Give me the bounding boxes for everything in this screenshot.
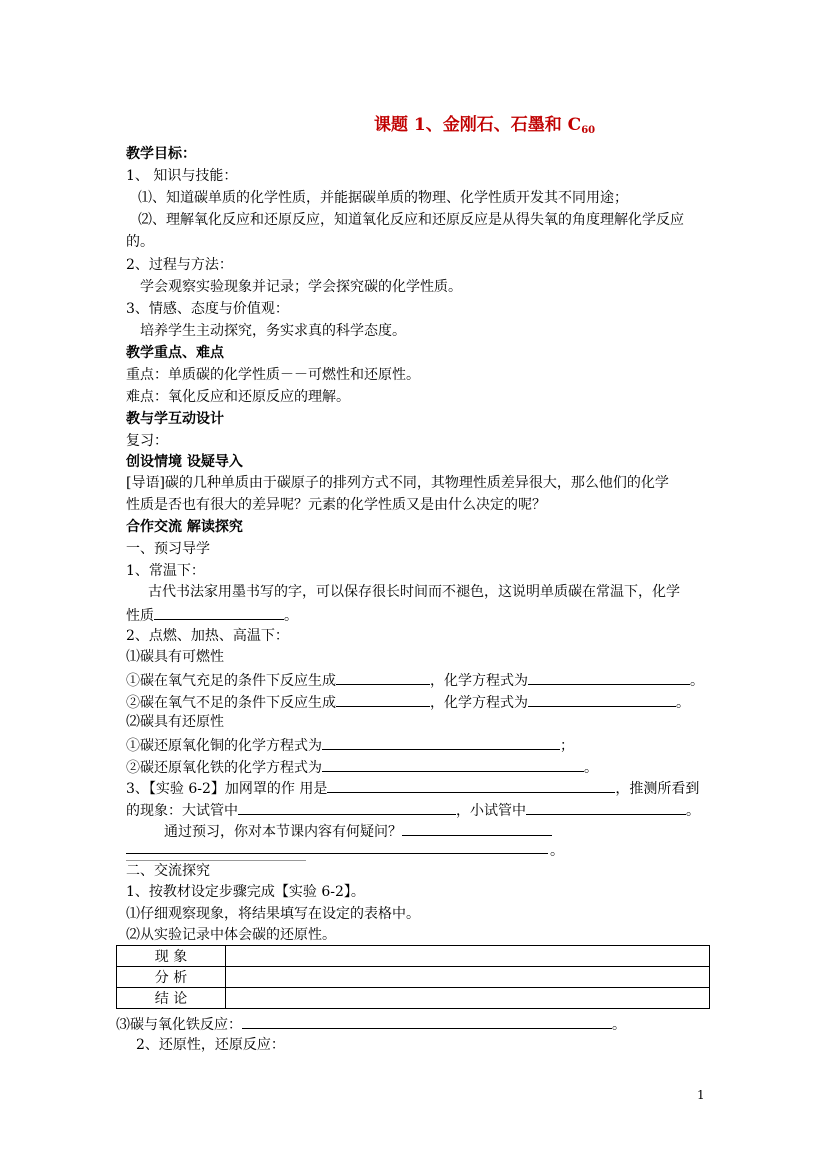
text-line: 难点：氧化反应和还原反应的理解。 — [126, 389, 350, 405]
text-line: 1、按教材设定步骤完成【实验 6-2】。 — [126, 884, 365, 900]
answer-blank[interactable] — [238, 800, 456, 815]
text-line: 性质是否也有很大的差异呢？元素的化学性质又是由什么决定的呢？ — [126, 497, 546, 513]
answer-blank[interactable] — [327, 778, 615, 793]
heading-design: 教与学互动设计 — [126, 411, 224, 427]
heading-coop: 合作交流 解读探究 — [126, 519, 243, 535]
table-row — [117, 988, 710, 1009]
text-line: ⑵碳具有还原性 — [126, 714, 224, 730]
answer-blank[interactable] — [402, 821, 552, 836]
heading-goals: 教学目标： — [126, 146, 196, 162]
fill-line: 通过预习，你对本节课内容有何疑问？ — [164, 821, 552, 841]
table-answer-cell[interactable] — [226, 967, 710, 988]
section-heading: 二、交流探究 — [126, 863, 210, 879]
text-line: 1、 知识与技能： — [126, 168, 238, 184]
heading-key-points: 教学重点、难点 — [126, 345, 224, 361]
text-line: [导语]碳的几种单质由于碳原子的排列方式不同，其物理性质差异很大，那么他们的化学 — [126, 475, 669, 491]
fill-line: ⑶碳与氧化铁反应： 。 — [116, 1014, 626, 1034]
text-line: 复习： — [126, 433, 168, 449]
text-line: ⑵从实验记录中体会碳的还原性。 — [126, 927, 336, 943]
fill-line: ②碳在氧气不足的条件下反应生成 ，化学方程式为 。 — [126, 692, 690, 712]
answer-blank[interactable] — [322, 757, 584, 772]
answer-blank[interactable] — [242, 1014, 612, 1029]
text-line: 2、还原性，还原反应： — [136, 1037, 285, 1053]
text-line: 3、情感、态度与价值观： — [126, 301, 289, 317]
table-header-cell: 结 论 — [117, 988, 226, 1009]
text-line: ⑵、理解氧化反应和还原反应，知道氧化反应和还原反应是从得失氧的角度理解化学反应 — [138, 212, 684, 228]
section-divider — [126, 860, 306, 861]
answer-blank[interactable] — [336, 692, 430, 707]
fill-line: 3、【实验 6-2】加网罩的作 用是 ，推测所看到 — [126, 778, 699, 798]
text-line: 培养学生主动探究，务实求真的科学态度。 — [140, 323, 406, 339]
text-line: ⑴仔细观察现象，将结果填写在设定的表格中。 — [126, 906, 420, 922]
table-header-cell: 现 象 — [117, 946, 226, 967]
text-line: 古代书法家用墨书写的字，可以保存很长时间而不褪色，这说明单质碳在常温下，化学 — [148, 584, 680, 600]
heading-intro: 创设情境 设疑导入 — [126, 454, 243, 470]
answer-blank[interactable] — [154, 605, 284, 620]
answer-blank[interactable] — [526, 800, 686, 815]
table-row — [117, 946, 710, 967]
fill-line: ①碳在氧气充足的条件下反应生成 ，化学方程式为 。 — [126, 670, 704, 690]
answer-blank[interactable] — [126, 853, 548, 854]
answer-blank[interactable] — [528, 692, 676, 707]
text-line: 重点：单质碳的化学性质－－可燃性和还原性。 — [126, 367, 420, 383]
page-title: 课题 1、金刚石、石墨和 $C_{60}$ — [374, 115, 596, 136]
fill-line: ①碳还原氧化铜的化学方程式为 ； — [126, 735, 574, 755]
text-line: ⑴碳具有可燃性 — [126, 649, 224, 665]
text-line: 1、常温下： — [126, 563, 205, 579]
answer-blank[interactable] — [528, 670, 690, 685]
table-row — [117, 967, 710, 988]
answer-blank[interactable] — [336, 670, 430, 685]
text-line: 学会观察实验现象并记录；学会探究碳的化学性质。 — [140, 279, 462, 295]
table-answer-cell[interactable] — [226, 946, 710, 967]
text-line: ⑴、知道碳单质的化学性质，并能据碳单质的物理、化学性质开发其不同用途； — [138, 190, 628, 206]
punctuation: 。 — [550, 843, 564, 859]
text-line: 2、过程与方法： — [126, 257, 233, 273]
answer-blank[interactable] — [322, 735, 560, 750]
fill-line: ②碳还原氧化铁的化学方程式为 。 — [126, 757, 598, 777]
page-number: 1 — [697, 1088, 705, 1102]
fill-line: 的现象：大试管中 ，小试管中 。 — [126, 800, 700, 820]
table-answer-cell[interactable] — [226, 988, 710, 1009]
section-heading: 一、预习导学 — [126, 541, 210, 557]
table-header-cell: 分 析 — [117, 967, 226, 988]
fill-line: 性质 。 — [126, 605, 298, 625]
record-table — [116, 945, 710, 1009]
text-line: 2、点燃、加热、高温下： — [126, 628, 289, 644]
text-line: 的。 — [126, 234, 154, 250]
